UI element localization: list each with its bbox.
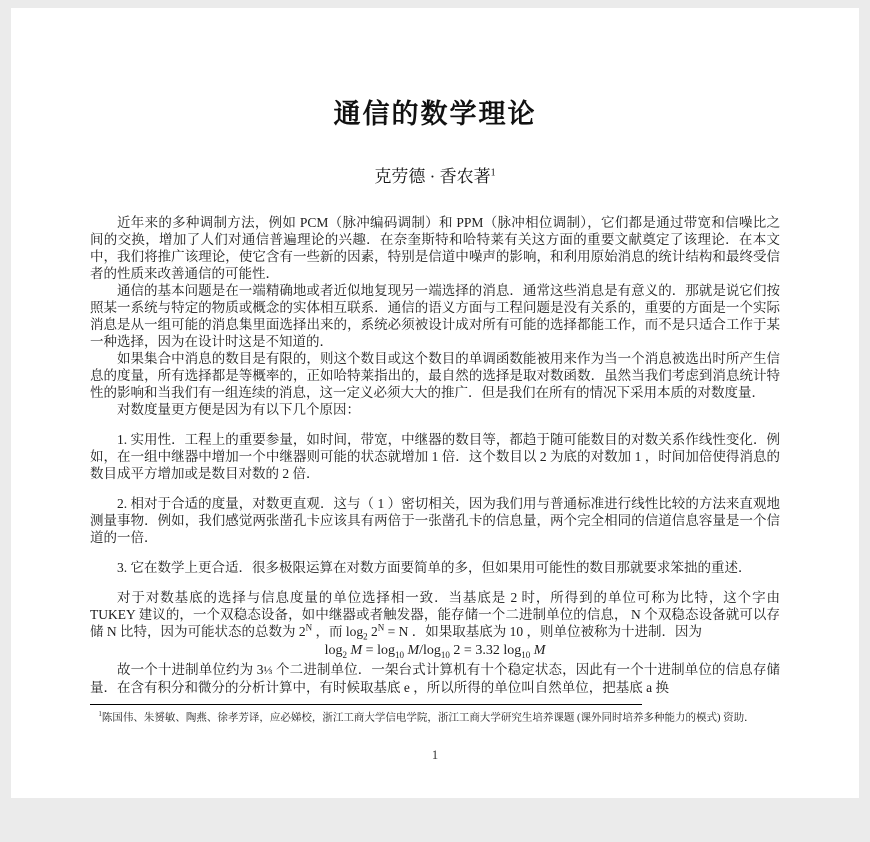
body-text bbox=[90, 214, 780, 696]
page-title: 通信的数学理论 bbox=[333, 99, 537, 129]
author-name: 克劳德 · 香农著 bbox=[374, 167, 491, 186]
paragraph-decimal-unit: 故一个十进制单位约为 3⅓ 个二进制单位．一架台式计算机有十个稳定状态，因此有一个十进制单位的信息存储量．在含有积分和微分的分析计算中，有时候取基底 e ，所以所得的单位叫自然单位，把基底 a 换 bbox=[90, 662, 780, 695]
log-conversion-formula: $\log_2 M = \log_{10} M/\log_{10}$ 2 = 3.32 $\log_{10} M$ bbox=[324, 643, 546, 660]
author-footnote-mark: 1 bbox=[490, 167, 496, 179]
document-page bbox=[11, 8, 859, 798]
paragraph-fundamental-problem: 通信的基本问题是在一端精确地或者近似地复现另一端选择的消息．通常这些消息是有意义的．那就是说它们按照某一系统与特定的物质或概念的实体相互联系．通信的语义方面与工程问题是没有关系的，重要的方面是一个实际消息是从一组可能的消息集里面选择出来的，系统必须被设计成对所有可能的选择都能工作，而不是只适合工作于某一种选择，因为在设计时这是不知道的． bbox=[90, 283, 780, 349]
footnote-mark: 1 bbox=[98, 710, 102, 718]
author-line bbox=[90, 162, 780, 187]
paragraph-intro: 近年来的多种调制方法，例如 PCM（脉冲编码调制）和 PPM（脉冲相位调制），它们都是通过带宽和信噪比之间的交换，增加了人们对通信普遍理论的兴趣．在奈奎斯特和哈特莱有关这方面的重要文献奠定了该理论．在本文中，我们将推广该理论，使它含有一些新的因素，特别是信道中噪声的影响，和利用原始消息的统计结构和最终受信者的性质来改善通信的可能性． bbox=[90, 215, 780, 281]
paragraph-reasons-intro: 对数度量更方便是因为有以下几个原因： bbox=[117, 402, 360, 417]
list-item-3: 3. 它在数学上更合适．很多极限运算在对数方面要简单的多，但如果用可能性的数目那就要求笨拙的重述． bbox=[117, 560, 752, 575]
one-third-fraction: ⅓ bbox=[263, 663, 273, 677]
footnote-text: $^1$陈国伟、朱赟敏、陶燕、徐孝芳译，应必娣校，浙江工商大学信电学院，浙江工商大学研究生培养课题 (课外同时培养多种能力的模式) 资助． bbox=[98, 710, 755, 724]
page-number: 1 bbox=[431, 748, 439, 762]
footnote-block bbox=[90, 704, 780, 725]
paragraph-log-measure: 如果集合中消息的数目是有限的，则这个数目或这个数目的单调函数能被用来作为当一个消息被选出时所产生信息的度量，所有选择都是等概率的，正如哈特莱指出的，最自然的选择是取对数函数．虽然当我们考虑到消息统计特性的影响和当我们有一组连续的消息，这一定义必须大大的推广．但是我们在所有的情况下采用本质的对数度量． bbox=[90, 351, 780, 400]
list-item-2: 2. 相对于合适的度量，对数更直观．这与（ 1 ）密切相关，因为我们用与普通标准进行线性比较的方法来直观地测量事物．例如，我们感觉两张凿孔卡应该具有两倍于一张凿孔卡的信息量，两个完全相同的信道信息容量是一个信道的一倍． bbox=[90, 496, 780, 545]
paragraph-log-base: 对于对数基底的选择与信息度量的单位选择相一致．当基底是 2 时，所得到的单位可称为比特，这个字由 TUKEY 建议的，一个双稳态设备，如中继器或者触发器，能存储一个二进制单位的信息， N 个双稳态设备就可以存储 N 比特，因为可能状态的总数为 $2^N$ ，而 $\log_2 2^N = N$ ．如果取基底为 10 ，则单位被称为十进制．因为 bbox=[90, 590, 780, 642]
footnote-divider bbox=[90, 704, 642, 705]
list-item-1: 1. 实用性．工程上的重要参量，如时间，带宽，中继器的数目等，都趋于随可能数目的对数关系作线性变化．例如，在一组中继器中增加一个中继器则可能的状态就增加 1 倍．这个数目以 2 为底的对数加 1 ，时间加倍使得消息的数目成平方增加或是数目对数的 2 倍． bbox=[90, 432, 780, 481]
